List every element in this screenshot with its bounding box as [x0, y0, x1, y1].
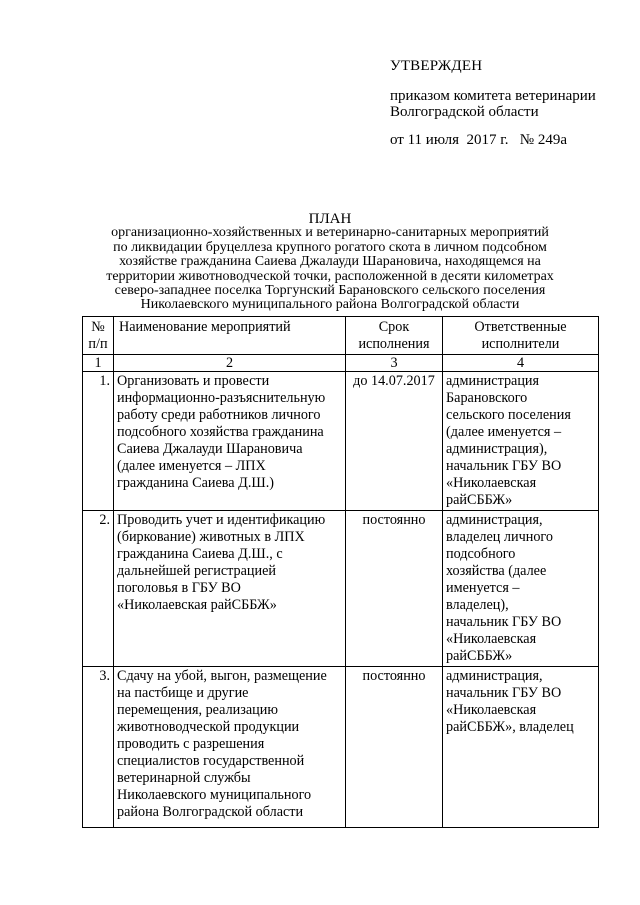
measure-responsible: администрация Барановского сельского поселения (далее именуется – администрация), начальник ГБУ ВО «Николаевская райСББЖ» [443, 372, 599, 511]
plan-title: ПЛАН [308, 211, 352, 227]
measure-responsible: администрация, владелец личного подсобного хозяйства (далее именуется – владелец), начальник ГБУ ВО «Николаевская райСББЖ» [443, 511, 599, 667]
approval-title: УТВЕРЖДЕН [390, 58, 483, 74]
measure-term: до 14.07.2017 [346, 372, 443, 511]
approval-date: от 11 июля 2017 г. № 249а [390, 132, 567, 148]
table-row [83, 372, 599, 511]
plan-subtitle-line: северо-западнее поселка Торгунский Барановского сельского поселения [114, 283, 546, 299]
row-number: 1. [83, 372, 114, 511]
approval-stamp [390, 58, 630, 148]
measure-name: Сдачу на убой, выгон, размещение на пастбище и другие перемещения, реализацию животноводческой продукции проводить с разрешения специалистов государственной ветеринарной службы Николаевского муниципального района Волгоградской области [114, 667, 346, 828]
approval-order-line: приказом комитета ветеринарии [390, 88, 596, 104]
header-term: Срок исполнения [346, 317, 443, 355]
measure-term: постоянно [346, 511, 443, 667]
measures-table [82, 316, 599, 828]
measure-name: Проводить учет и идентификацию (биркование) животных в ЛПХ гражданина Саиева Д.Ш., с дальнейшей регистрацией поголовья в ГБУ ВО «Николаевская райСББЖ» [114, 511, 346, 667]
plan-subtitle-line: территории животноводческой точки, расположенной в десяти километрах [106, 268, 554, 284]
header-resp: Ответственные исполнители [443, 317, 599, 355]
measure-name: Организовать и провести информационно-разъяснительную работу среди работников личного подсобного хозяйства гражданина Саиева Джалауди Шарановича (далее именуется – ЛПХ гражданина Саиева Д.Ш.) [114, 372, 346, 511]
plan-header [60, 212, 600, 313]
measure-term: постоянно [346, 667, 443, 828]
plan-subtitle-line: организационно-хозяйственных и ветеринарно-санитарных мероприятий [111, 225, 549, 241]
table-row [83, 667, 599, 828]
table-row [83, 511, 599, 667]
approval-region-line: Волгоградской области [390, 104, 539, 120]
row-number: 2. [83, 511, 114, 667]
plan-subtitle-line: по ликвидации бруцеллеза крупного рогатого скота в личном подсобном [113, 239, 547, 255]
column-number: 3 [346, 355, 443, 372]
measure-responsible: администрация, начальник ГБУ ВО «Николаевская райСББЖ», владелец [443, 667, 599, 828]
header-num: № п/п [83, 317, 114, 355]
column-number: 1 [83, 355, 114, 372]
plan-subtitle-line: хозяйстве гражданина Саиева Джалауди Шарановича, находящемся на [119, 254, 541, 270]
column-number-row [83, 355, 599, 372]
column-number: 2 [114, 355, 346, 372]
row-number: 3. [83, 667, 114, 828]
table-header-row [83, 317, 599, 355]
header-name: Наименование мероприятий [114, 317, 346, 355]
plan-subtitle-line: Николаевского муниципального района Волгоградской области [140, 297, 520, 313]
column-number: 4 [443, 355, 599, 372]
